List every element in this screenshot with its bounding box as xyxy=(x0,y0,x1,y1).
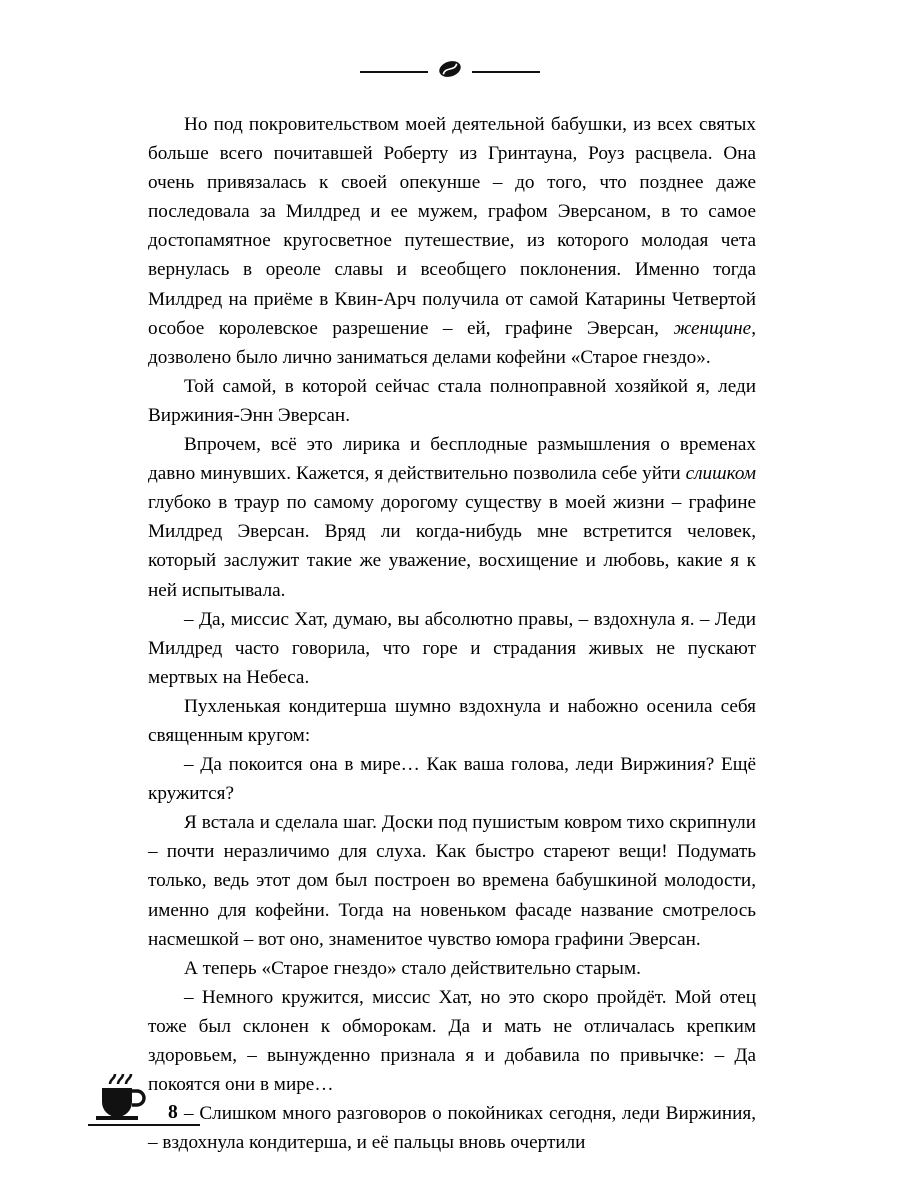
ornament-rule-left xyxy=(360,71,428,73)
paragraph-9: – Немного кружится, миссис Хат, но это скоро пройдёт. Мой отец тоже был склонен к обморокам. Да и мать не отличалась крепким здоровьем, – вынужденно признала я и добавила по привычке: – Да покоятся они в мире… xyxy=(148,986,756,1096)
paragraph-2: Той самой, в которой сейчас стала полноправной хозяйкой я, леди Виржиния-Энн Эверсан. xyxy=(148,375,756,426)
footer-rule xyxy=(88,1124,200,1126)
page-footer xyxy=(84,1080,444,1138)
paragraph-5: Пухленькая кондитерша шумно вздохнула и набожно осенила себя священным кругом: xyxy=(148,695,756,746)
paragraph-3: Впрочем, всё это лирика и бесплодные размышления о временах давно минувших. Кажется, я действительно позволила себе уйти слишком глубоко в траур по самому дорогому существу в моей жизни – графине Милдред Эверсан. Вряд ли когда-нибудь мне встретится человек, который заслужит такие же уважение, восхищение и любовь, какие я к ней испытывала. xyxy=(148,434,756,601)
section-ornament xyxy=(0,62,900,82)
coffee-bean-ornament-icon xyxy=(437,59,463,79)
paragraph-1: Но под покровительством моей деятельной бабушки, из всех святых больше всего почитавшей Роберту из Гринтауна, Роуз расцвела. Она очень привязалась к своей опекунше – до того, что позднее даже последовала за Милдред и ее мужем, графом Эверсаном, в то самое достопамятное кругосветное путешествие, из которого молодая чета вернулась в ореоле славы и всеобщего поклонения. Именно тогда Милдред на приёме в Квин-Арч получила от самой Катарины Четвертой особое королевское разрешение – ей, графине Эверсан, женщине, дозволено было лично заниматься делами кофейни «Старое гнездо». xyxy=(148,114,756,368)
paragraph-10: – Слишком много разговоров о покойниках сегодня, леди Виржиния, – вздохнула кондитерша, и её пальцы вновь очертили xyxy=(148,1103,756,1154)
body-text xyxy=(148,110,756,1157)
ornament-rule-right xyxy=(472,71,540,73)
page-number: 8 xyxy=(168,1102,178,1123)
paragraph-6: – Да покоится она в мире… Как ваша голова, леди Виржиния? Ещё кружится? xyxy=(148,754,756,805)
paragraph-4: – Да, миссис Хат, думаю, вы абсолютно правы, – вздохнула я. – Леди Милдред часто говорила, что горе и страдания живых не пускают мертвых на Небеса. xyxy=(148,608,756,688)
italic-word-slishkom: слишком xyxy=(685,463,756,485)
paragraph-7: Я встала и сделала шаг. Доски под пушистым ковром тихо скрипнули – почти неразличимо для слуха. Как быстро стареют вещи! Подумать только, ведь этот дом был построен во времена бабушкиной молодости, именно для кофейни. Тогда на новеньком фасаде название смотрелось насмешкой – вот оно, знаменитое чувство юмора графини Эверсан. xyxy=(148,812,756,950)
italic-word-zhenshchine: женщине xyxy=(673,317,752,339)
coffee-cup-icon xyxy=(90,1072,152,1124)
paragraph-8: А теперь «Старое гнездо» стало действительно старым. xyxy=(184,957,641,979)
